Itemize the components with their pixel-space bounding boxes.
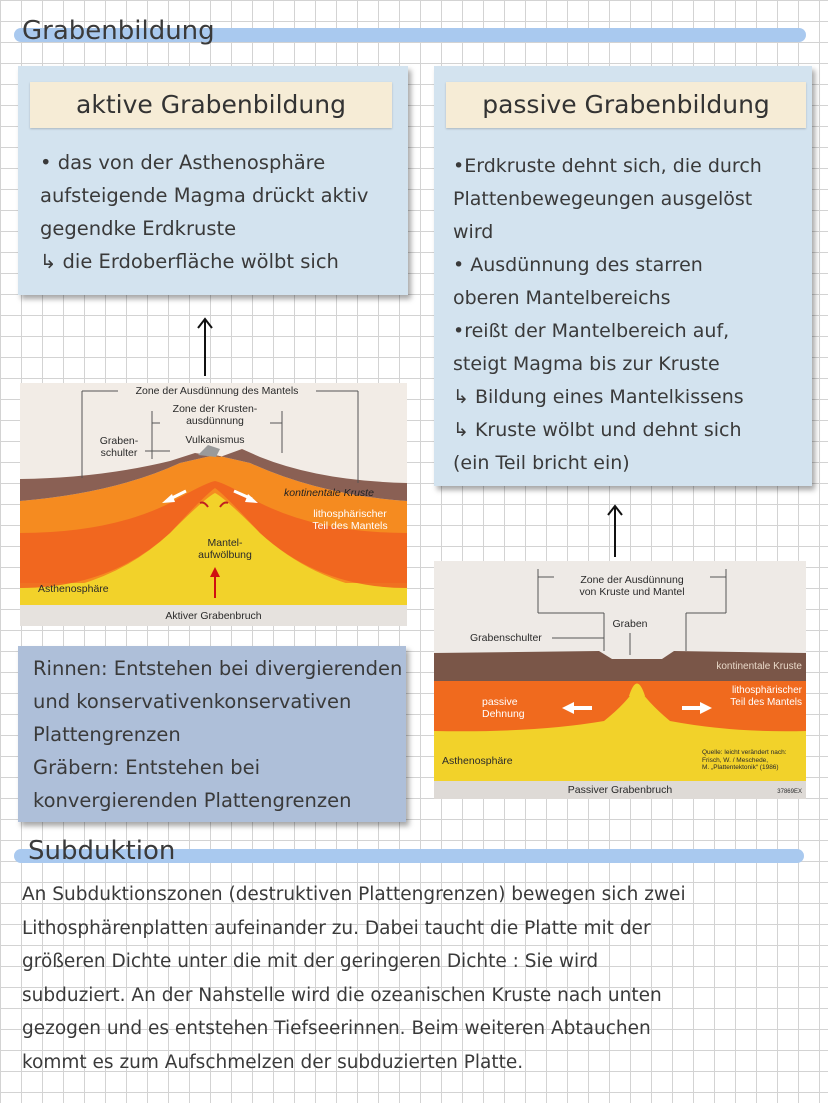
- passive-line: ↳ Bildung eines Mantelkissens: [453, 386, 744, 408]
- passive-line: oberen Mantelbereichs: [453, 287, 671, 309]
- label-zone-mantel: Zone der Ausdünnung des Mantels: [118, 385, 316, 397]
- label-asthenosphaere: Asthenosphäre: [442, 755, 513, 767]
- rinnen-line: Rinnen: Entstehen bei divergierenden: [33, 657, 403, 680]
- subduktion-line: kommt es zum Aufschmelzen der subduzierten Platte.: [22, 1051, 524, 1073]
- rinnen-text: [33, 652, 402, 817]
- diagram-passiver-grabenbruch: [434, 561, 806, 799]
- aktive-line: • das von der Asthenosphäre: [40, 151, 326, 174]
- passive-line: ↳ Kruste wölbt und dehnt sich: [453, 419, 742, 441]
- label-kontinentale-kruste: kontinentale Kruste: [716, 661, 802, 672]
- label-quelle: Quelle: leicht verändert nach: Frisch, W. / Meschede, M. „Plattentektonik“ (1986): [702, 749, 787, 771]
- diagram-aktiver-grabenbruch: [20, 383, 407, 626]
- label-grabenschulter: Graben- schulter: [99, 435, 139, 459]
- label-lithosphaerisch: lithosphärischer Teil des Mantels: [312, 508, 388, 532]
- diagram-caption: Passiver Grabenbruch: [567, 784, 673, 796]
- subduktion-line: Lithosphärenplatten aufeinander zu. Dabei taucht die Platte mit der: [22, 917, 651, 939]
- passive-line: •reißt der Mantelbereich auf,: [453, 320, 730, 342]
- subduktion-line: größeren Dichte unter die mit der geringeren Dichte : Sie wird: [22, 951, 599, 972]
- diagram-caption: Aktiver Grabenbruch: [165, 610, 262, 622]
- aktive-title-tape: aktive Grabenbildung: [30, 82, 392, 128]
- arrow-up-icon: [606, 503, 624, 559]
- passive-line: (ein Teil bricht ein): [453, 452, 630, 474]
- label-lithosphaerisch: lithosphärischer Teil des Mantels: [730, 685, 802, 708]
- subduktion-line: subduziert. An der Nahstelle wird die ozeanischen Kruste nach unten: [22, 984, 662, 1006]
- passive-line: Plattenbewegeungen ausgelöst: [453, 188, 753, 210]
- passive-line: wird: [453, 221, 494, 243]
- label-mantelaufwoelbung: Mantel- aufwölbung: [198, 537, 252, 561]
- passive-line: •Erdkruste dehnt sich, die durch: [453, 155, 762, 177]
- label-kontinentale-kruste: kontinentale Kruste: [284, 487, 374, 499]
- rinnen-line: Plattengrenzen: [33, 723, 181, 746]
- rinnen-line: und konservativenkonservativen: [33, 690, 352, 713]
- subduktion-line: gezogen und es entstehen Tiefseerinnen. Beim weiteren Abtauchen: [22, 1018, 651, 1039]
- label-passive-dehnung: passive Dehnung: [482, 696, 525, 720]
- label-vulkanismus: Vulkanismus: [185, 434, 245, 446]
- diagram-code: 37869EX: [777, 789, 802, 795]
- aktive-text: [40, 146, 368, 278]
- subduktion-line: An Subduktionszonen (destruktiven Plattengrenzen) bewegen sich zwei: [22, 884, 686, 905]
- passive-text: [453, 150, 762, 480]
- section-title-subduktion: Subduktion: [28, 836, 176, 866]
- passive-title-tape: passive Grabenbildung: [446, 82, 806, 128]
- section-title-grabenbildung: Grabenbildung: [22, 16, 215, 46]
- rinnen-line: Gräbern: Entstehen bei: [33, 756, 261, 779]
- subduktion-paragraph: [22, 878, 812, 1079]
- label-grabenschulter: Grabenschulter: [470, 632, 542, 644]
- label-zone: Zone der Ausdünnung von Kruste und Mantel: [554, 574, 710, 598]
- aktive-line: gegendke Erdkruste: [40, 217, 237, 240]
- passive-line: steigt Magma bis zur Kruste: [453, 353, 720, 375]
- rinnen-line: konvergierenden Plattengrenzen: [33, 789, 352, 812]
- label-asthenosphaere: Asthenosphäre: [38, 583, 109, 595]
- label-zone-kruste: Zone der Krusten- ausdünnung: [160, 403, 270, 427]
- aktive-line: aufsteigende Magma drückt aktiv: [40, 184, 369, 207]
- aktive-line: ↳ die Erdoberfläche wölbt sich: [40, 250, 339, 273]
- label-graben: Graben: [612, 618, 648, 630]
- passive-line: • Ausdünnung des starren: [453, 254, 703, 276]
- arrow-up-icon: [196, 316, 214, 378]
